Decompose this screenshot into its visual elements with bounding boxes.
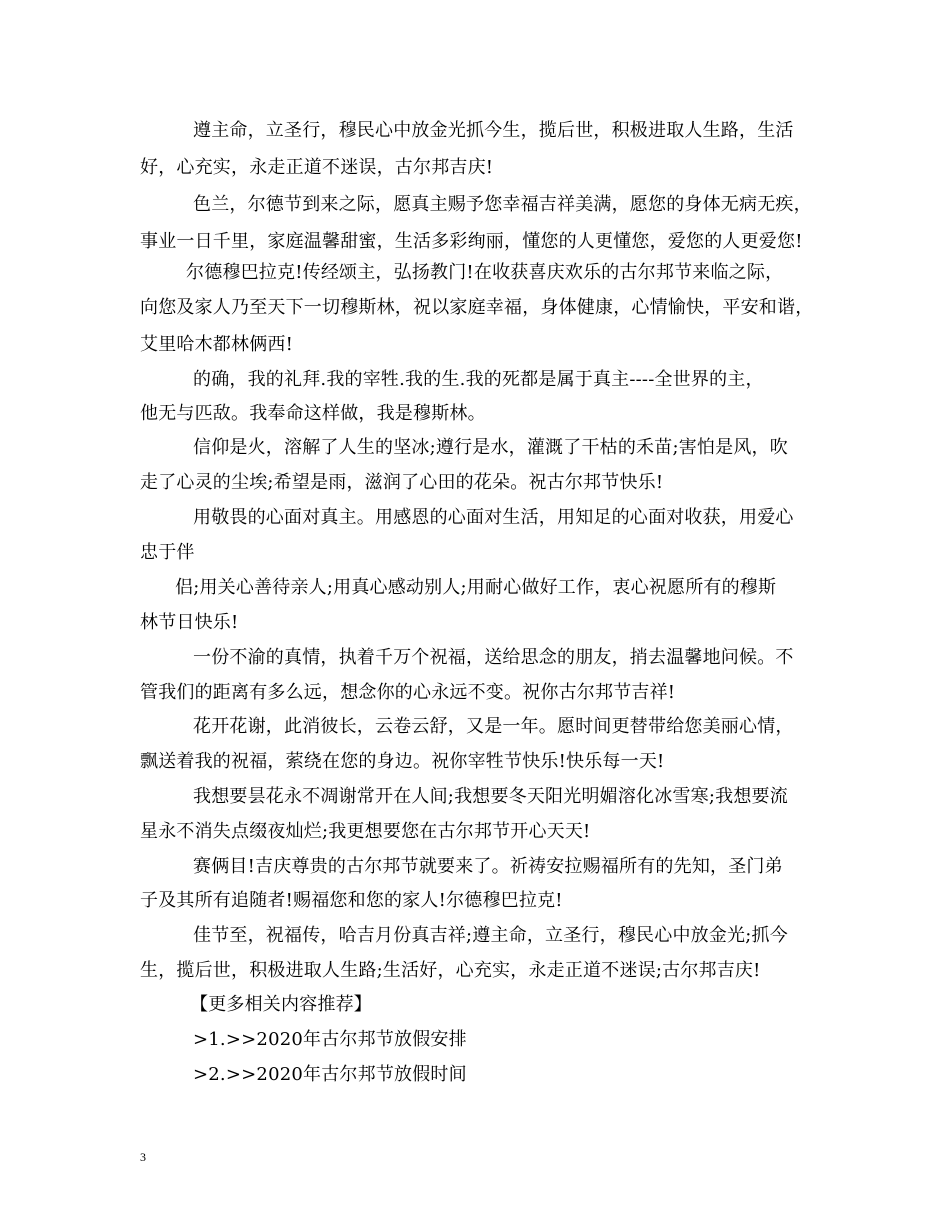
paragraph-10-line-1: 赛俩目!吉庆尊贵的古尔邦节就要来了。祈祷安拉赐福所有的先知，圣门弟 (193, 856, 783, 877)
paragraph-9-line-1: 我想要昙花永不凋谢常开在人间;我想要冬天阳光明媚溶化冰雪寒;我想要流 (193, 786, 788, 807)
paragraph-9-line-2: 星永不消失点缀夜灿烂;我更想要您在古尔邦节开心天天! (140, 821, 591, 842)
related-link-2[interactable]: >2.>>2020年古尔邦节放假时间 (193, 1064, 467, 1085)
paragraph-2-line-2: 事业一日千里，家庭温馨甜蜜，生活多彩绚丽，懂您的人更懂您，爱您的人更爱您! (140, 231, 803, 252)
paragraph-2-line-1: 色兰，尔德节到来之际，愿真主赐予您幸福吉祥美满，愿您的身体无病无疾， (193, 194, 812, 215)
paragraph-3-line-2: 向您及家人乃至天下一切穆斯林，祝以家庭幸福，身体健康，心情愉快，平安和谐， (140, 297, 814, 318)
paragraph-4-line-1: 的确，我的礼拜.我的宰牲.我的生.我的死都是属于真主----全世界的主， (193, 369, 764, 390)
paragraph-11-line-1: 佳节至，祝福传，哈吉月份真吉祥;遵主命，立圣行，穆民心中放金光;抓今 (193, 925, 788, 946)
paragraph-8-line-2: 飘送着我的祝福，萦绕在您的身边。祝你宰牲节快乐!快乐每一天! (140, 751, 665, 772)
paragraph-10-line-2: 子及其所有追随者!赐福您和您的家人!尔德穆巴拉克! (140, 890, 563, 911)
paragraph-7-line-2: 管我们的距离有多么远，想念你的心永远不变。祝你古尔邦节吉祥! (140, 682, 676, 703)
paragraph-5-line-2: 走了心灵的尘埃;希望是雨，滋润了心田的花朵。祝古尔邦节快乐! (140, 472, 664, 493)
paragraph-6-line-3: 侣;用关心善待亲人;用真心感动别人;用耐心做好工作，衷心祝愿所有的穆斯 (175, 577, 777, 598)
paragraph-6-line-1: 用敬畏的心面对真主。用感恩的心面对生活，用知足的心面对收获，用爱心 (193, 507, 794, 528)
related-heading: 【更多相关内容推荐】 (190, 994, 372, 1015)
paragraph-8-line-1: 花开花谢，此消彼长，云卷云舒，又是一年。愿时间更替带给您美丽心情， (193, 716, 794, 737)
paragraph-4-line-2: 他无与匹敌。我奉命这样做，我是穆斯林。 (140, 403, 486, 424)
paragraph-1-line-2: 好，心充实，永走正道不迷误，古尔邦吉庆! (140, 157, 494, 178)
paragraph-1-line-1: 遵主命，立圣行，穆民心中放金光抓今生，揽后世，积极进取人生路，生活 (193, 120, 794, 141)
paragraph-3-line-3: 艾里哈木都林俩西! (140, 334, 294, 355)
page-number: 3 (140, 1150, 146, 1164)
paragraph-11-line-2: 生，揽后世，积极进取人生路;生活好，心充实，永走正道不迷误;古尔邦吉庆! (140, 960, 761, 981)
paragraph-5-line-1: 信仰是火，溶解了人生的坚冰;遵行是水，灌溉了干枯的禾苗;害怕是风，吹 (193, 437, 788, 458)
paragraph-7-line-1: 一份不渝的真情，执着千万个祝福，送给思念的朋友，捎去温馨地问候。不 (193, 647, 794, 668)
paragraph-6-line-4: 林节日快乐! (140, 612, 239, 633)
related-link-1[interactable]: >1.>>2020年古尔邦节放假安排 (193, 1029, 467, 1050)
paragraph-6-line-2: 忠于伴 (140, 542, 195, 563)
paragraph-3-line-1: 尔德穆巴拉克!传经颂主，弘扬教门!在收获喜庆欢乐的古尔邦节来临之际， (186, 262, 784, 283)
